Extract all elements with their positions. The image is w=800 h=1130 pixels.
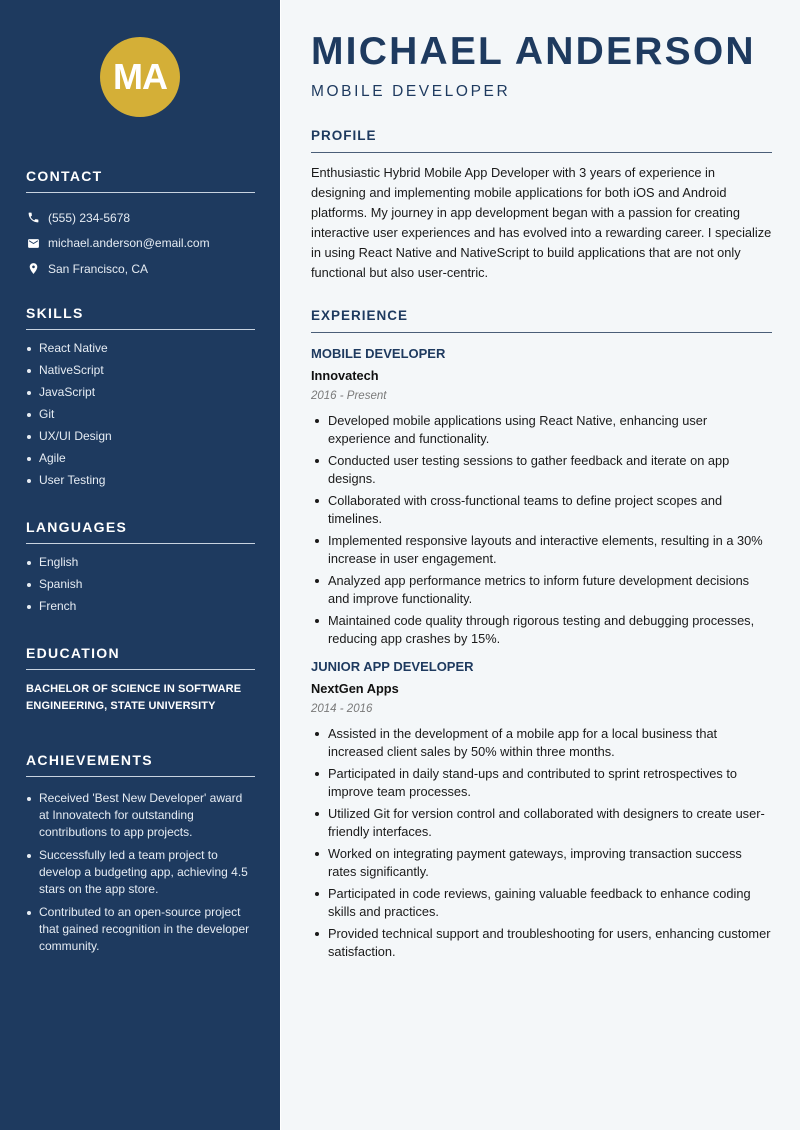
job-bullet: Maintained code quality through rigorous testing and debugging processes, reducing app crashes by 15%. — [311, 612, 772, 648]
job-title-header: MOBILE DEVELOPER — [311, 83, 511, 100]
education-heading: EDUCATION — [26, 645, 255, 670]
job-company: Innovatech — [311, 368, 379, 383]
sidebar — [0, 0, 280, 1130]
skills-section — [26, 305, 255, 494]
phone-icon — [26, 211, 40, 225]
languages-section — [26, 519, 255, 620]
achievement-item: Received 'Best New Developer' award at Innovatech for outstanding contributions to app projects. — [26, 790, 255, 841]
profile-summary: Enthusiastic Hybrid Mobile App Developer with 3 years of experience in designing and implementing mobile applications for both iOS and Android platforms. My journey in app development began with a passion for creating interactive user experiences and has evolved into a rewarding career. I specialize in using React Native and NativeScript to build applications that are not only functional but also user-centric. — [311, 165, 772, 280]
achievement-item: Contributed to an open-source project that gained recognition in the developer community. — [26, 904, 255, 955]
contact-location-text: San Francisco, CA — [48, 261, 149, 276]
skill-item: User Testing — [26, 472, 255, 489]
languages-list — [26, 554, 255, 615]
job-bullet: Collaborated with cross-functional teams to define project scopes and timelines. — [311, 492, 772, 528]
job-dates: 2016 - Present — [311, 390, 387, 402]
avatar — [100, 37, 180, 117]
job-bullet: Developed mobile applications using React Native, enhancing user experience and functionality. — [311, 412, 772, 448]
achievements-list — [26, 790, 255, 955]
location-pin-icon — [26, 262, 40, 276]
job-company: NextGen Apps — [311, 681, 399, 696]
contact-location — [26, 256, 255, 282]
job-bullet: Conducted user testing sessions to gather feedback and iterate on app designs. — [311, 452, 772, 488]
achievements-heading: ACHIEVEMENTS — [26, 752, 255, 777]
job-bullets — [311, 412, 772, 648]
skill-item: UX/UI Design — [26, 428, 255, 445]
job-bullet: Participated in daily stand-ups and contributed to sprint retrospectives to improve team processes. — [311, 765, 772, 801]
skill-item: Agile — [26, 450, 255, 467]
contact-list — [26, 205, 255, 282]
language-item: French — [26, 598, 255, 615]
job-title: JUNIOR APP DEVELOPER — [311, 659, 474, 674]
contact-section — [26, 168, 255, 282]
job-bullets — [311, 725, 772, 961]
contact-email — [26, 231, 255, 257]
job-entry — [311, 658, 772, 961]
contact-heading: CONTACT — [26, 168, 255, 193]
candidate-name: MICHAEL ANDERSON — [311, 30, 756, 73]
profile-section — [311, 128, 772, 283]
skill-item: Git — [26, 406, 255, 423]
job-bullet: Provided technical support and troubleshooting for users, enhancing customer satisfaction. — [311, 925, 772, 961]
job-title: MOBILE DEVELOPER — [311, 346, 446, 361]
languages-heading: LANGUAGES — [26, 519, 255, 544]
skill-item: React Native — [26, 340, 255, 357]
job-entry — [311, 345, 772, 648]
skill-item: JavaScript — [26, 384, 255, 401]
email-icon — [26, 236, 40, 250]
job-bullet: Assisted in the development of a mobile app for a local business that increased client sales by 50% within three months. — [311, 725, 772, 761]
avatar-initials: MA — [113, 56, 167, 97]
skills-list — [26, 340, 255, 489]
language-item: Spanish — [26, 576, 255, 593]
education-section — [26, 645, 255, 715]
experience-heading: EXPERIENCE — [311, 308, 772, 333]
job-bullet: Participated in code reviews, gaining valuable feedback to enhance coding skills and practices. — [311, 885, 772, 921]
main-content — [280, 0, 800, 1130]
contact-phone — [26, 205, 255, 231]
experience-section — [311, 308, 772, 965]
job-bullet: Worked on integrating payment gateways, improving transaction success rates significantly. — [311, 845, 772, 881]
profile-heading: PROFILE — [311, 128, 772, 153]
contact-email-text[interactable]: michael.anderson@email.com — [48, 236, 210, 251]
language-item: English — [26, 554, 255, 571]
skills-heading: SKILLS — [26, 305, 255, 330]
job-bullet: Analyzed app performance metrics to inform future development decisions and improve functionality. — [311, 572, 772, 608]
education-degree: BACHELOR OF SCIENCE IN SOFTWARE ENGINEERING, STATE UNIVERSITY — [26, 683, 242, 712]
achievements-section — [26, 752, 255, 961]
achievement-item: Successfully led a team project to develop a budgeting app, achieving 4.5 stars on the app store. — [26, 847, 255, 898]
job-dates: 2014 - 2016 — [311, 703, 373, 715]
skill-item: NativeScript — [26, 362, 255, 379]
job-bullet: Utilized Git for version control and collaborated with designers to create user-friendly interfaces. — [311, 805, 772, 841]
contact-phone-text: (555) 234-5678 — [48, 210, 131, 225]
job-bullet: Implemented responsive layouts and interactive elements, resulting in a 30% increase in user engagement. — [311, 532, 772, 568]
